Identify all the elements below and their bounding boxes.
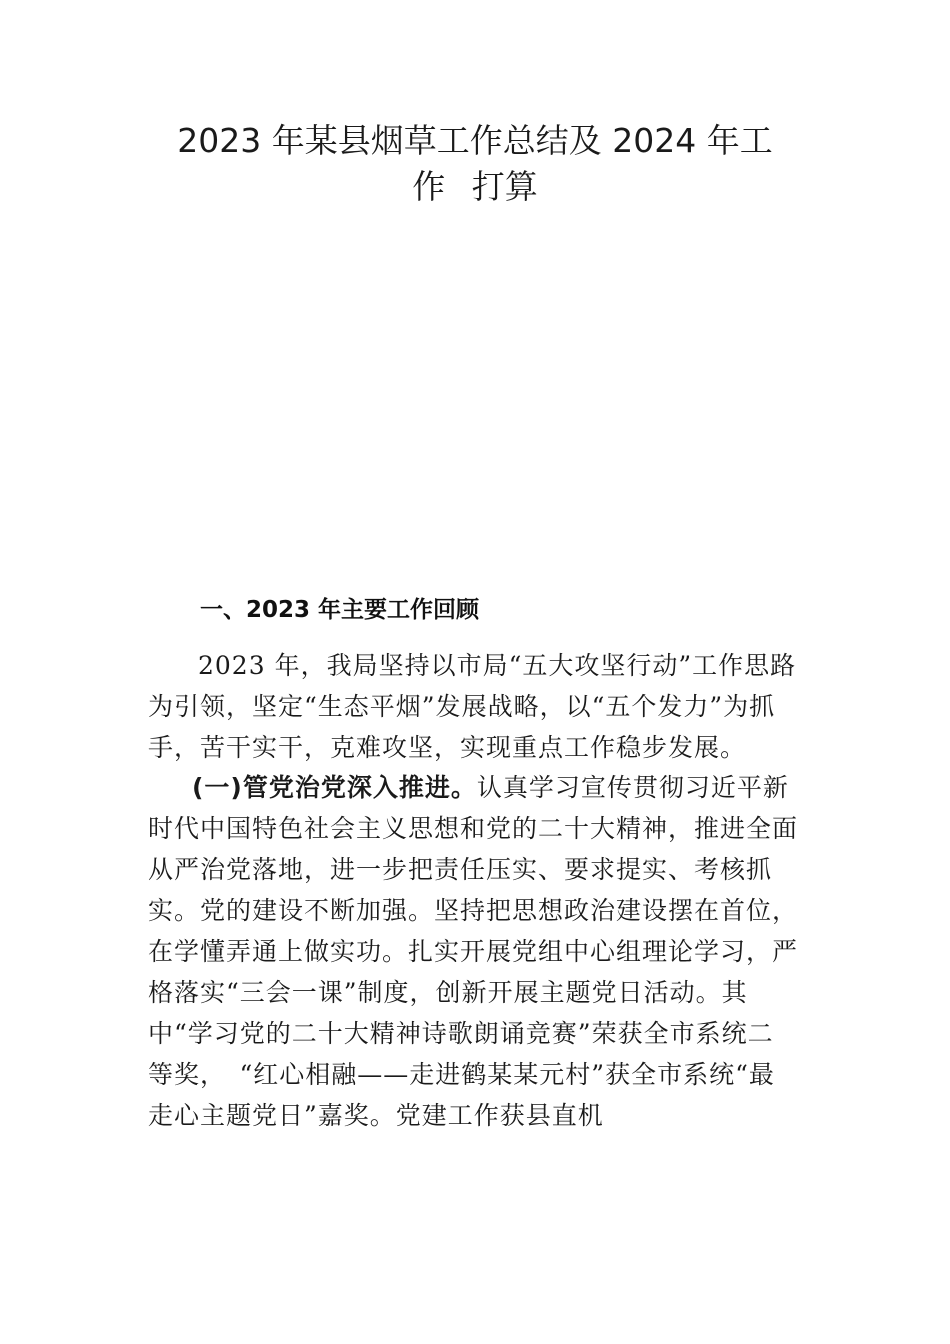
paragraph-lead-heading: (一)管党治党深入推进。	[192, 773, 477, 802]
paragraph-party-building	[148, 767, 798, 1136]
document-title-line-1: 2023 年某县烟草工作总结及 2024 年工	[177, 121, 773, 160]
paragraph-body-text: 认真学习宣传贯彻习近平新时代中国特色社会主义思想和党的二十大精神，推进全面从严治党落地，进一步把责任压实、要求提实、考核抓实。党的建设不断加强。坚持把思想政治建设摆在首位，在学懂弄通上做实功。扎实开展党组中心组理论学习，严格落实“三会一课”制度，创新开展主题党日活动。其中“学习党的二十大精神诗歌朗诵竞赛”荣获全市系统二等奖， “红心相融——走进鹤某某元村”获全市系统“最走心主题党日”嘉奖。党建工作获县直机	[148, 773, 799, 1130]
section-heading: 一、2023 年主要工作回顾	[200, 597, 480, 623]
document-title-line-2: 作 打算	[412, 167, 538, 206]
paragraph-intro: 2023 年，我局坚持以市局“五大攻坚行动”工作思路为引领，坚定“生态平烟”发展战略，以“五个发力”为抓手，苦干实干，克难攻坚，实现重点工作稳步发展。	[148, 651, 797, 762]
document-title	[140, 118, 810, 210]
